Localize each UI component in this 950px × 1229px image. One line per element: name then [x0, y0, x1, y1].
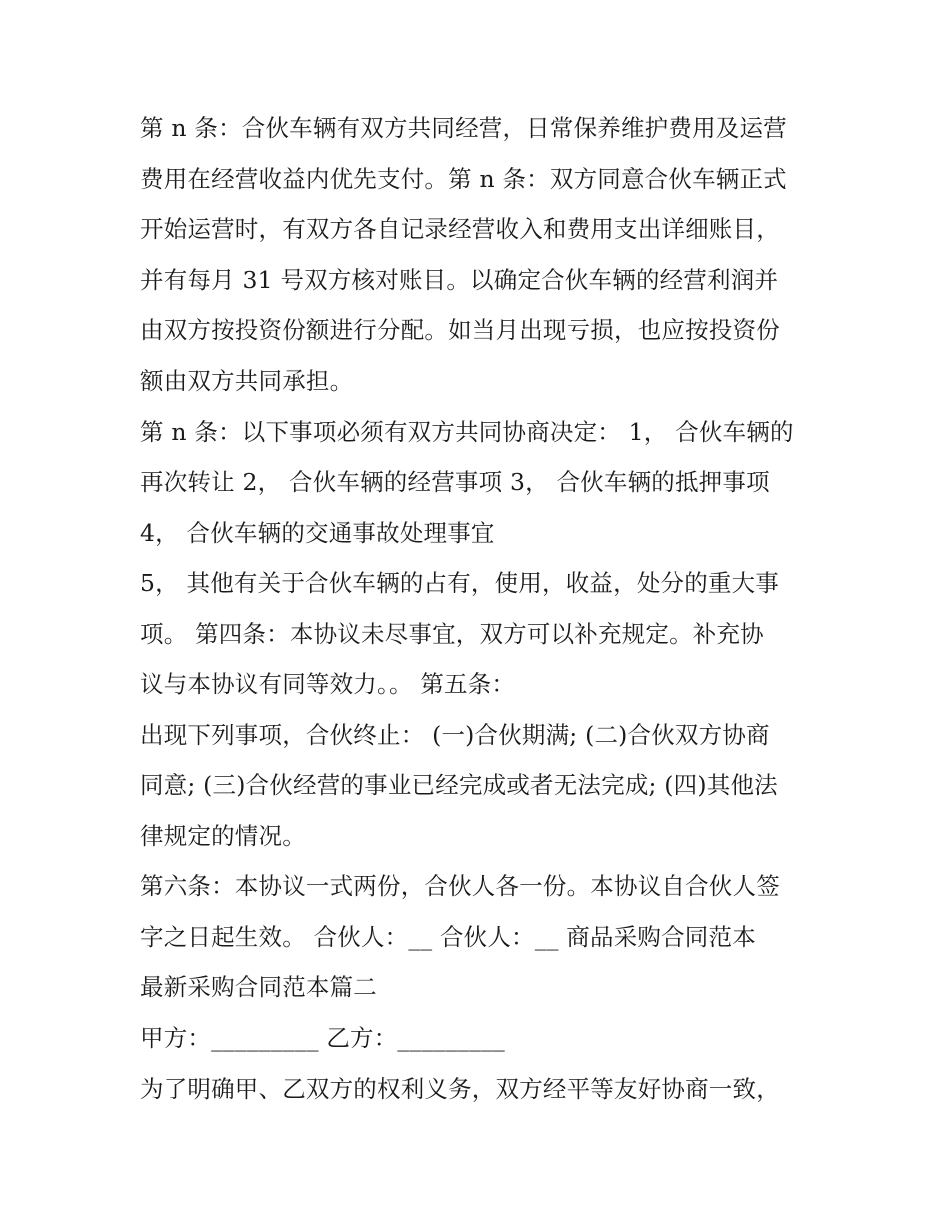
paragraph-line: 出现下列事项，合伙终止： (一)合伙期满; (二)合伙双方协商 [140, 721, 770, 749]
paragraph-line: 再次转让 2， 合伙车辆的经营事项 3， 合伙车辆的抵押事项 [140, 468, 770, 496]
paragraph-line: 额由双方共同承担。 [140, 367, 354, 395]
paragraph-line: 议与本协议有同等效力。。 第五条： [140, 670, 516, 698]
paragraph-line: 开始运营时，有双方各自记录经营收入和费用支出详细账目， [140, 215, 780, 243]
paragraph-line: 同意; (三)合伙经营的事业已经完成或者无法完成; (四)其他法 [140, 771, 778, 799]
paragraph-line: 第 n 条：以下事项必须有双方共同协商决定： 1， 合伙车辆的 [140, 418, 794, 446]
paragraph-line: 律规定的情况。 [140, 822, 306, 850]
paragraph-line: 第六条：本协议一式两份，合伙人各一份。本协议自合伙人签 [140, 872, 780, 900]
paragraph-line: 字之日起生效。 合伙人：__ 合伙人：__ 商品采购合同范本 [140, 923, 756, 951]
paragraph-line: 并有每月 31 号双方核对账目。以确定合伙车辆的经营利润并 [140, 266, 779, 294]
paragraph-line: 最新采购合同范本篇二 [140, 973, 377, 1001]
paragraph-line: 费用在经营收益内优先支付。第 n 条：双方同意合伙车辆正式 [140, 165, 787, 193]
paragraph-line: 4， 合伙车辆的交通事故处理事宜 [140, 519, 495, 547]
paragraph-line: 由双方按投资份额进行分配。如当月出现亏损，也应按投资份 [140, 316, 780, 344]
signature-line: 甲方：_________ 乙方：_________ [140, 1024, 505, 1052]
paragraph-line: 5， 其他有关于合伙车辆的占有，使用，收益，处分的重大事 [140, 569, 780, 597]
paragraph-line: 为了明确甲、乙双方的权利义务，双方经平等友好协商一致， [140, 1075, 780, 1103]
paragraph-line: 项。 第四条：本协议未尽事宜，双方可以补充规定。补充协 [140, 620, 764, 648]
paragraph-line: 第 n 条：合伙车辆有双方共同经营，日常保养维护费用及运营 [140, 114, 787, 142]
